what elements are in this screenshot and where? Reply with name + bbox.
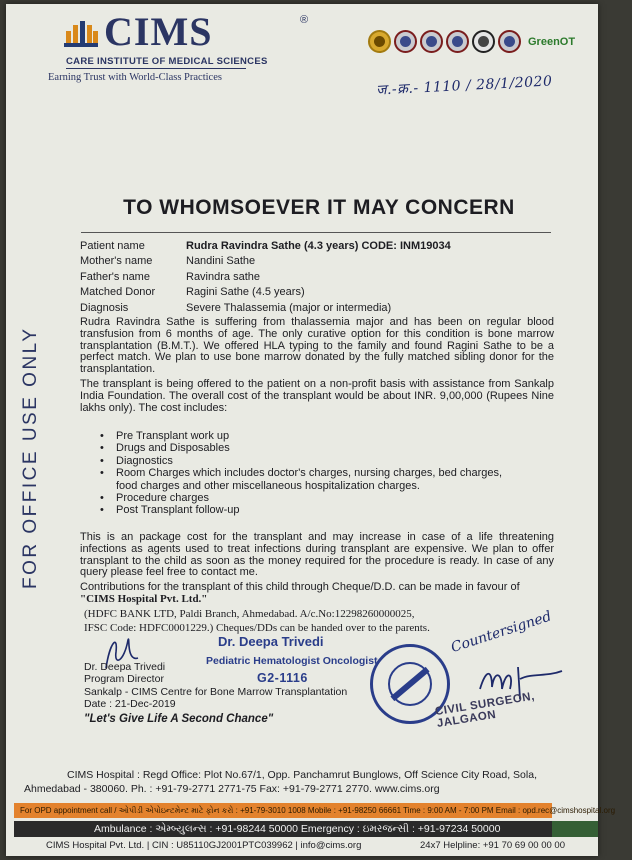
footer-accent [552, 821, 598, 837]
list-item: • Post Transplant follow-up [100, 504, 520, 516]
accreditation-badge-icon [472, 30, 495, 53]
list-item: • Diagnostics [100, 455, 520, 467]
list-item: • Room Charges which includes doctor's charges, nursing charges, bed charges, food charges and other miscellaneous hospitalization charges. [100, 467, 520, 492]
helpline: 24x7 Helpline: +91 70 69 00 00 00 [420, 840, 565, 851]
side-label: FOR OFFICE USE ONLY [20, 326, 41, 589]
title-divider [81, 232, 551, 233]
detail-row [80, 269, 451, 285]
signatory-block [84, 661, 347, 710]
stamp-doctor-title: Pediatric Hematologist Oncologist [206, 655, 378, 667]
opd-bar: For OPD appointment call / ઓપીડી એપોઇન્ટમેન્ટ માટે ફોન કરો : +91-79-3010 1008 Mobile : +91-98250 66661 Time : 9:00 AM - 7:00 PM Email : opd.rec@cimshospital.org [14, 803, 552, 818]
detail-label: Matched Donor [80, 286, 156, 299]
company-info: CIMS Hospital Pvt. Ltd. | CIN : U85110GJ2001PTC039962 | info@cims.org [46, 840, 362, 851]
detail-row [80, 285, 451, 301]
detail-label: Mother's name [80, 255, 153, 268]
signatory-date: Date : 21-Dec-2019 [84, 697, 176, 710]
patient-details [80, 238, 451, 316]
registered-mark: ® [300, 14, 309, 26]
detail-label: Diagnosis [80, 301, 129, 314]
detail-label: Father's name [80, 270, 150, 283]
paragraph-package: This is an package cost for the transplant and may increase in case of a life threatening infections as agents used to treat infections during transplant are expensive. We plan to offer transplant to the child as soon as the money required for the procedure is ready. In case of any query please feel free to contact me. [80, 531, 554, 579]
bank-details: (HDFC BANK LTD, Paldi Branch, Ahmedabad. A/c.No:12298260000025, [84, 608, 415, 620]
contribution-text: Contributions for the transplant of this child through Cheque/D.D. can be made in favour of [80, 581, 520, 593]
tagline: Earning Trust with World-Class Practices [48, 72, 222, 83]
countersigned-note: Countersigned [449, 608, 554, 656]
detail-value: Ravindra sathe [186, 270, 260, 283]
cost-items-list [100, 430, 520, 517]
detail-label: Patient name [80, 239, 145, 252]
stamp-doctor-name: Dr. Deepa Trivedi [218, 634, 324, 649]
footer-address-line2: Ahmedabad - 380060. Ph. : +91-79-2771 2771-75 Fax: +91-79-2771 2770. www.cims.org [24, 783, 440, 795]
paragraph-cost: The transplant is being offered to the patient on a non-profit basis with assistance from Sankalp India Foundation. The overall cost of the transplant would be about INR. 9,00,000 (Rupees Nine lakhs only). The cost includes: [80, 378, 554, 414]
detail-value: Ragini Sathe (4.5 years) [186, 286, 305, 299]
greenot-label: GreenOT [528, 35, 576, 48]
footer-address [6, 768, 598, 796]
signatory-role: Program Director [84, 673, 164, 686]
stamp-registration: G2-1116 [257, 671, 308, 685]
cims-logo-icon [64, 17, 98, 47]
footer-address-line1: CIMS Hospital : Regd Office: Plot No.67/1, Opp. Panchamrut Bunglows, Off Science City Road, Sola, [66, 769, 537, 781]
accreditation-badge-icon [368, 30, 391, 53]
accreditation-badges [368, 30, 575, 53]
detail-row [80, 300, 451, 316]
detail-value: Severe Thalassemia (major or intermedia) [186, 301, 392, 314]
detail-row [80, 238, 451, 254]
paragraph-condition: Rudra Ravindra Sathe is suffering from thalassemia major and has been on regular blood transfusion from 6 months of age. The only curative option for this condition is bone marrow transplantation (B.M.T.). We offered HLA typing to the family and found Ragini Sathe to be a perfect match. We plan to use bone marrow donated by the fully matched sibling donor for the transplantation. [80, 316, 554, 376]
list-item: • Drugs and Disposables [100, 442, 520, 454]
handwritten-reference: ज.-क्र.- 1110 / 28/1/2020 [375, 73, 553, 99]
accreditation-badge-icon [498, 30, 521, 53]
accreditation-badge-icon [446, 30, 469, 53]
certificate-page [6, 4, 616, 856]
motto: "Let's Give Life A Second Chance" [84, 713, 274, 725]
list-item: • Pre Transplant work up [100, 430, 520, 442]
paragraph-contribution [80, 582, 554, 606]
detail-value: Rudra Ravindra Sathe (4.3 years) CODE: INM19034 [186, 239, 451, 252]
signatory-name: Dr. Deepa Trivedi [84, 661, 166, 673]
page-title: TO WHOMSOEVER IT MAY CONCERN [123, 196, 515, 219]
ifsc-details: IFSC Code: HDFC0001229.) Cheques/DDs can be handed over to the parents. [84, 622, 430, 634]
logo-divider [66, 68, 246, 69]
accreditation-badge-icon [420, 30, 443, 53]
civil-surgeon-stamp: CIVIL SURGEON, JALGAON [434, 690, 536, 730]
institute-name: CARE INSTITUTE OF MEDICAL SCIENCES [66, 56, 268, 67]
detail-value: Nandini Sathe [186, 255, 256, 268]
emergency-bar: Ambulance : એમ્બ્યુલન્સ : +91-98244 50000 Emergency : ઇમરજન્સી : +91-97234 50000 [14, 821, 552, 837]
accreditation-badge-icon [394, 30, 417, 53]
cims-logo [64, 9, 309, 54]
logo-wordmark: CIMS [104, 9, 213, 54]
signatory-centre: Sankalp - CIMS Centre for Bone Marrow Transplantation [84, 685, 348, 698]
detail-row [80, 254, 451, 270]
payee-name: "CIMS Hospital Pvt. Ltd." [80, 592, 208, 605]
list-item: • Procedure charges [100, 492, 520, 504]
